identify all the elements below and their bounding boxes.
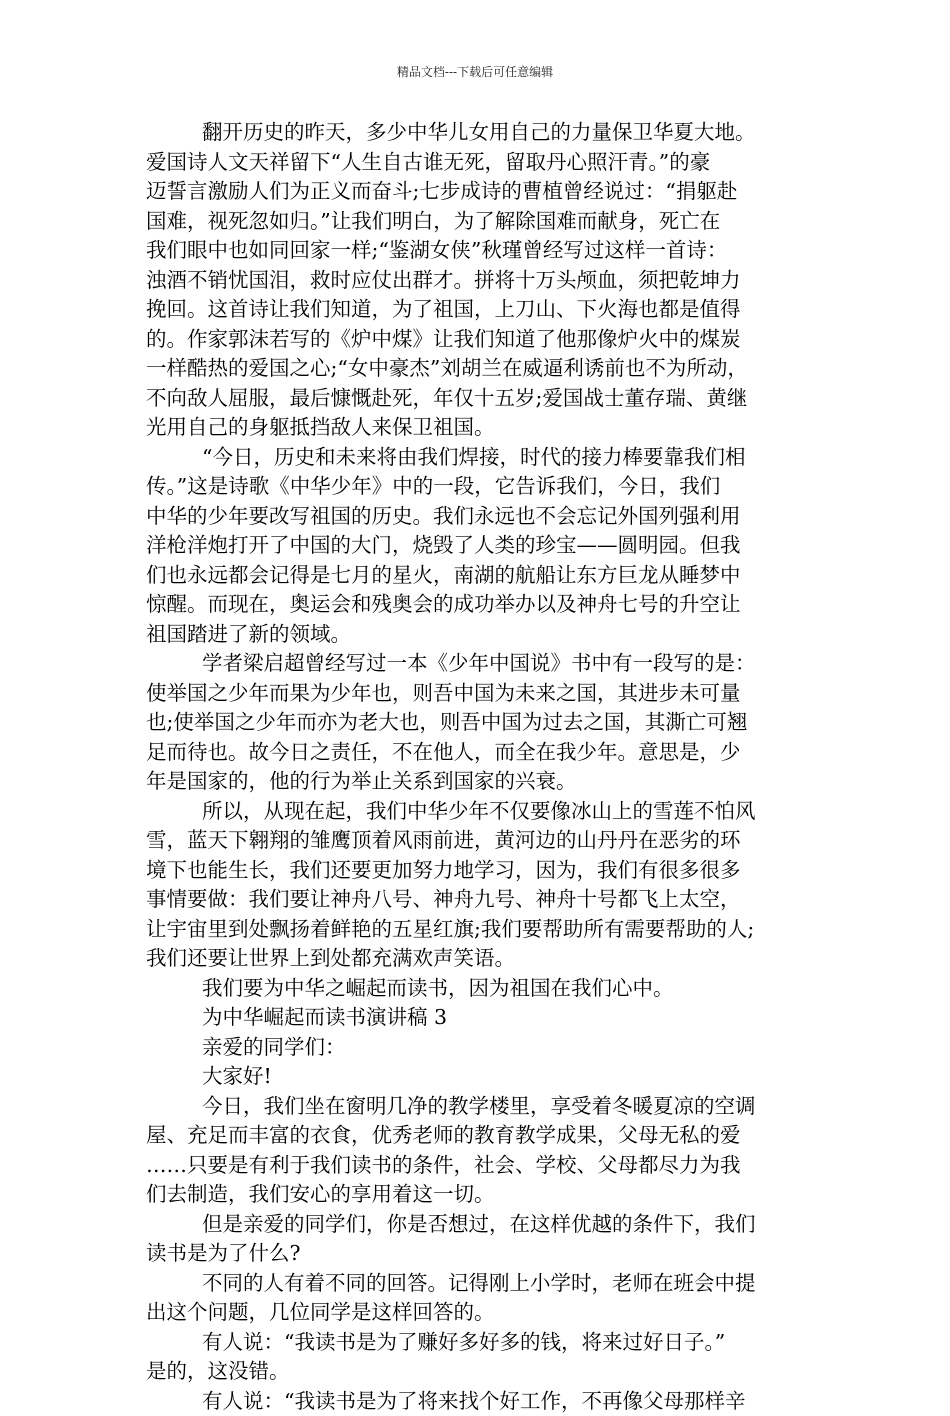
text-line: 年是国家的，他的行为举止关系到国家的兴衰。	[146, 767, 816, 797]
text-line: 大家好!	[146, 1062, 816, 1092]
text-line: 中华的少年要改写祖国的历史。我们永远也不会忘记外国列强利用	[146, 502, 816, 532]
text-line: 境下也能生长，我们还要更加努力地学习，因为，我们有很多很多	[146, 856, 816, 886]
text-line: 让宇宙里到处飘扬着鲜艳的五星红旗;我们要帮助所有需要帮助的人;	[146, 915, 816, 945]
text-line: 国难，视死忽如归。”让我们明白，为了解除国难而献身，死亡在	[146, 207, 816, 237]
text-line: 读书是为了什么?	[146, 1239, 816, 1269]
text-line: 不同的人有着不同的回答。记得刚上小学时，老师在班会中提	[146, 1269, 816, 1299]
text-line: 们去制造，我们安心的享用着这一切。	[146, 1180, 816, 1210]
text-line: 雪，蓝天下翱翔的雏鹰顶着风雨前进，黄河边的山丹丹在恶劣的环	[146, 826, 816, 856]
text-line: 但是亲爱的同学们，你是否想过，在这样优越的条件下，我们	[146, 1210, 816, 1240]
text-line: 挽回。这首诗让我们知道，为了祖国，上刀山、下火海也都是值得	[146, 295, 816, 325]
text-line: 洋枪洋炮打开了中国的大门，烧毁了人类的珍宝——圆明园。但我	[146, 531, 816, 561]
text-line: 翻开历史的昨天，多少中华儿女用自己的力量保卫华夏大地。	[146, 118, 816, 148]
text-line: “今日，历史和未来将由我们焊接，时代的接力棒要靠我们相	[146, 443, 816, 473]
text-line: 也;使举国之少年而亦为老大也，则吾中国为过去之国，其澌亡可翘	[146, 708, 816, 738]
text-line: 出这个问题，几位同学是这样回答的。	[146, 1298, 816, 1328]
text-line: 我们要为中华之崛起而读书，因为祖国在我们心中。	[146, 974, 816, 1004]
document-header: 精品文档---下载后可任意编辑	[0, 64, 950, 80]
text-line: 使举国之少年而果为少年也，则吾中国为未来之国，其进步未可量	[146, 679, 816, 709]
text-line: 惊醒。而现在，奥运会和残奥会的成功举办以及神舟七号的升空让	[146, 590, 816, 620]
text-line: 们也永远都会记得是七月的星火，南湖的航船让东方巨龙从睡梦中	[146, 561, 816, 591]
text-line: 有人说：“我读书是为了赚好多好多的钱，将来过好日子。”	[146, 1328, 816, 1358]
text-line: 爱国诗人文天祥留下“人生自古谁无死，留取丹心照汗青。”的豪	[146, 148, 816, 178]
text-line: 学者梁启超曾经写过一本《少年中国说》书中有一段写的是：	[146, 649, 816, 679]
text-line: 一样酷热的爱国之心;“女中豪杰”刘胡兰在威逼利诱前也不为所动，	[146, 354, 816, 384]
text-line: 事情要做：我们要让神舟八号、神舟九号、神舟十号都飞上太空，	[146, 885, 816, 915]
text-line: 为中华崛起而读书演讲稿 3	[146, 1003, 816, 1033]
text-line: 是的，这没错。	[146, 1357, 816, 1387]
text-line: 有人说：“我读书是为了将来找个好工作，不再像父母那样辛	[146, 1387, 816, 1416]
text-line: 祖国踏进了新的领域。	[146, 620, 816, 650]
text-line: 我们眼中也如同回家一样;“鉴湖女侠”秋瑾曾经写过这样一首诗：	[146, 236, 816, 266]
text-line: 光用自己的身躯抵挡敌人来保卫祖国。	[146, 413, 816, 443]
text-line: 我们还要让世界上到处都充满欢声笑语。	[146, 944, 816, 974]
text-line: 所以，从现在起，我们中华少年不仅要像冰山上的雪莲不怕风	[146, 797, 816, 827]
text-line: 亲爱的同学们：	[146, 1033, 816, 1063]
text-line: 迈誓言激励人们为正义而奋斗;七步成诗的曹植曾经说过：“捐躯赴	[146, 177, 816, 207]
text-line: 浊酒不销忧国泪，救时应仗出群才。拼将十万头颅血，须把乾坤力	[146, 266, 816, 296]
text-line: 今日，我们坐在窗明几净的教学楼里，享受着冬暖夏凉的空调	[146, 1092, 816, 1122]
text-line: 屋、充足而丰富的衣食，优秀老师的教育教学成果，父母无私的爱	[146, 1121, 816, 1151]
text-line: 不向敌人屈服，最后慷慨赴死，年仅十五岁;爱国战士董存瑞、黄继	[146, 384, 816, 414]
text-line: 传。”这是诗歌《中华少年》中的一段，它告诉我们，今日，我们	[146, 472, 816, 502]
text-line: 的。作家郭沫若写的《炉中煤》让我们知道了他那像炉火中的煤炭	[146, 325, 816, 355]
text-line: ……只要是有利于我们读书的条件，社会、学校、父母都尽力为我	[146, 1151, 816, 1181]
text-line: 足而待也。故今日之责任，不在他人，而全在我少年。意思是，少	[146, 738, 816, 768]
document-body	[146, 118, 816, 1416]
